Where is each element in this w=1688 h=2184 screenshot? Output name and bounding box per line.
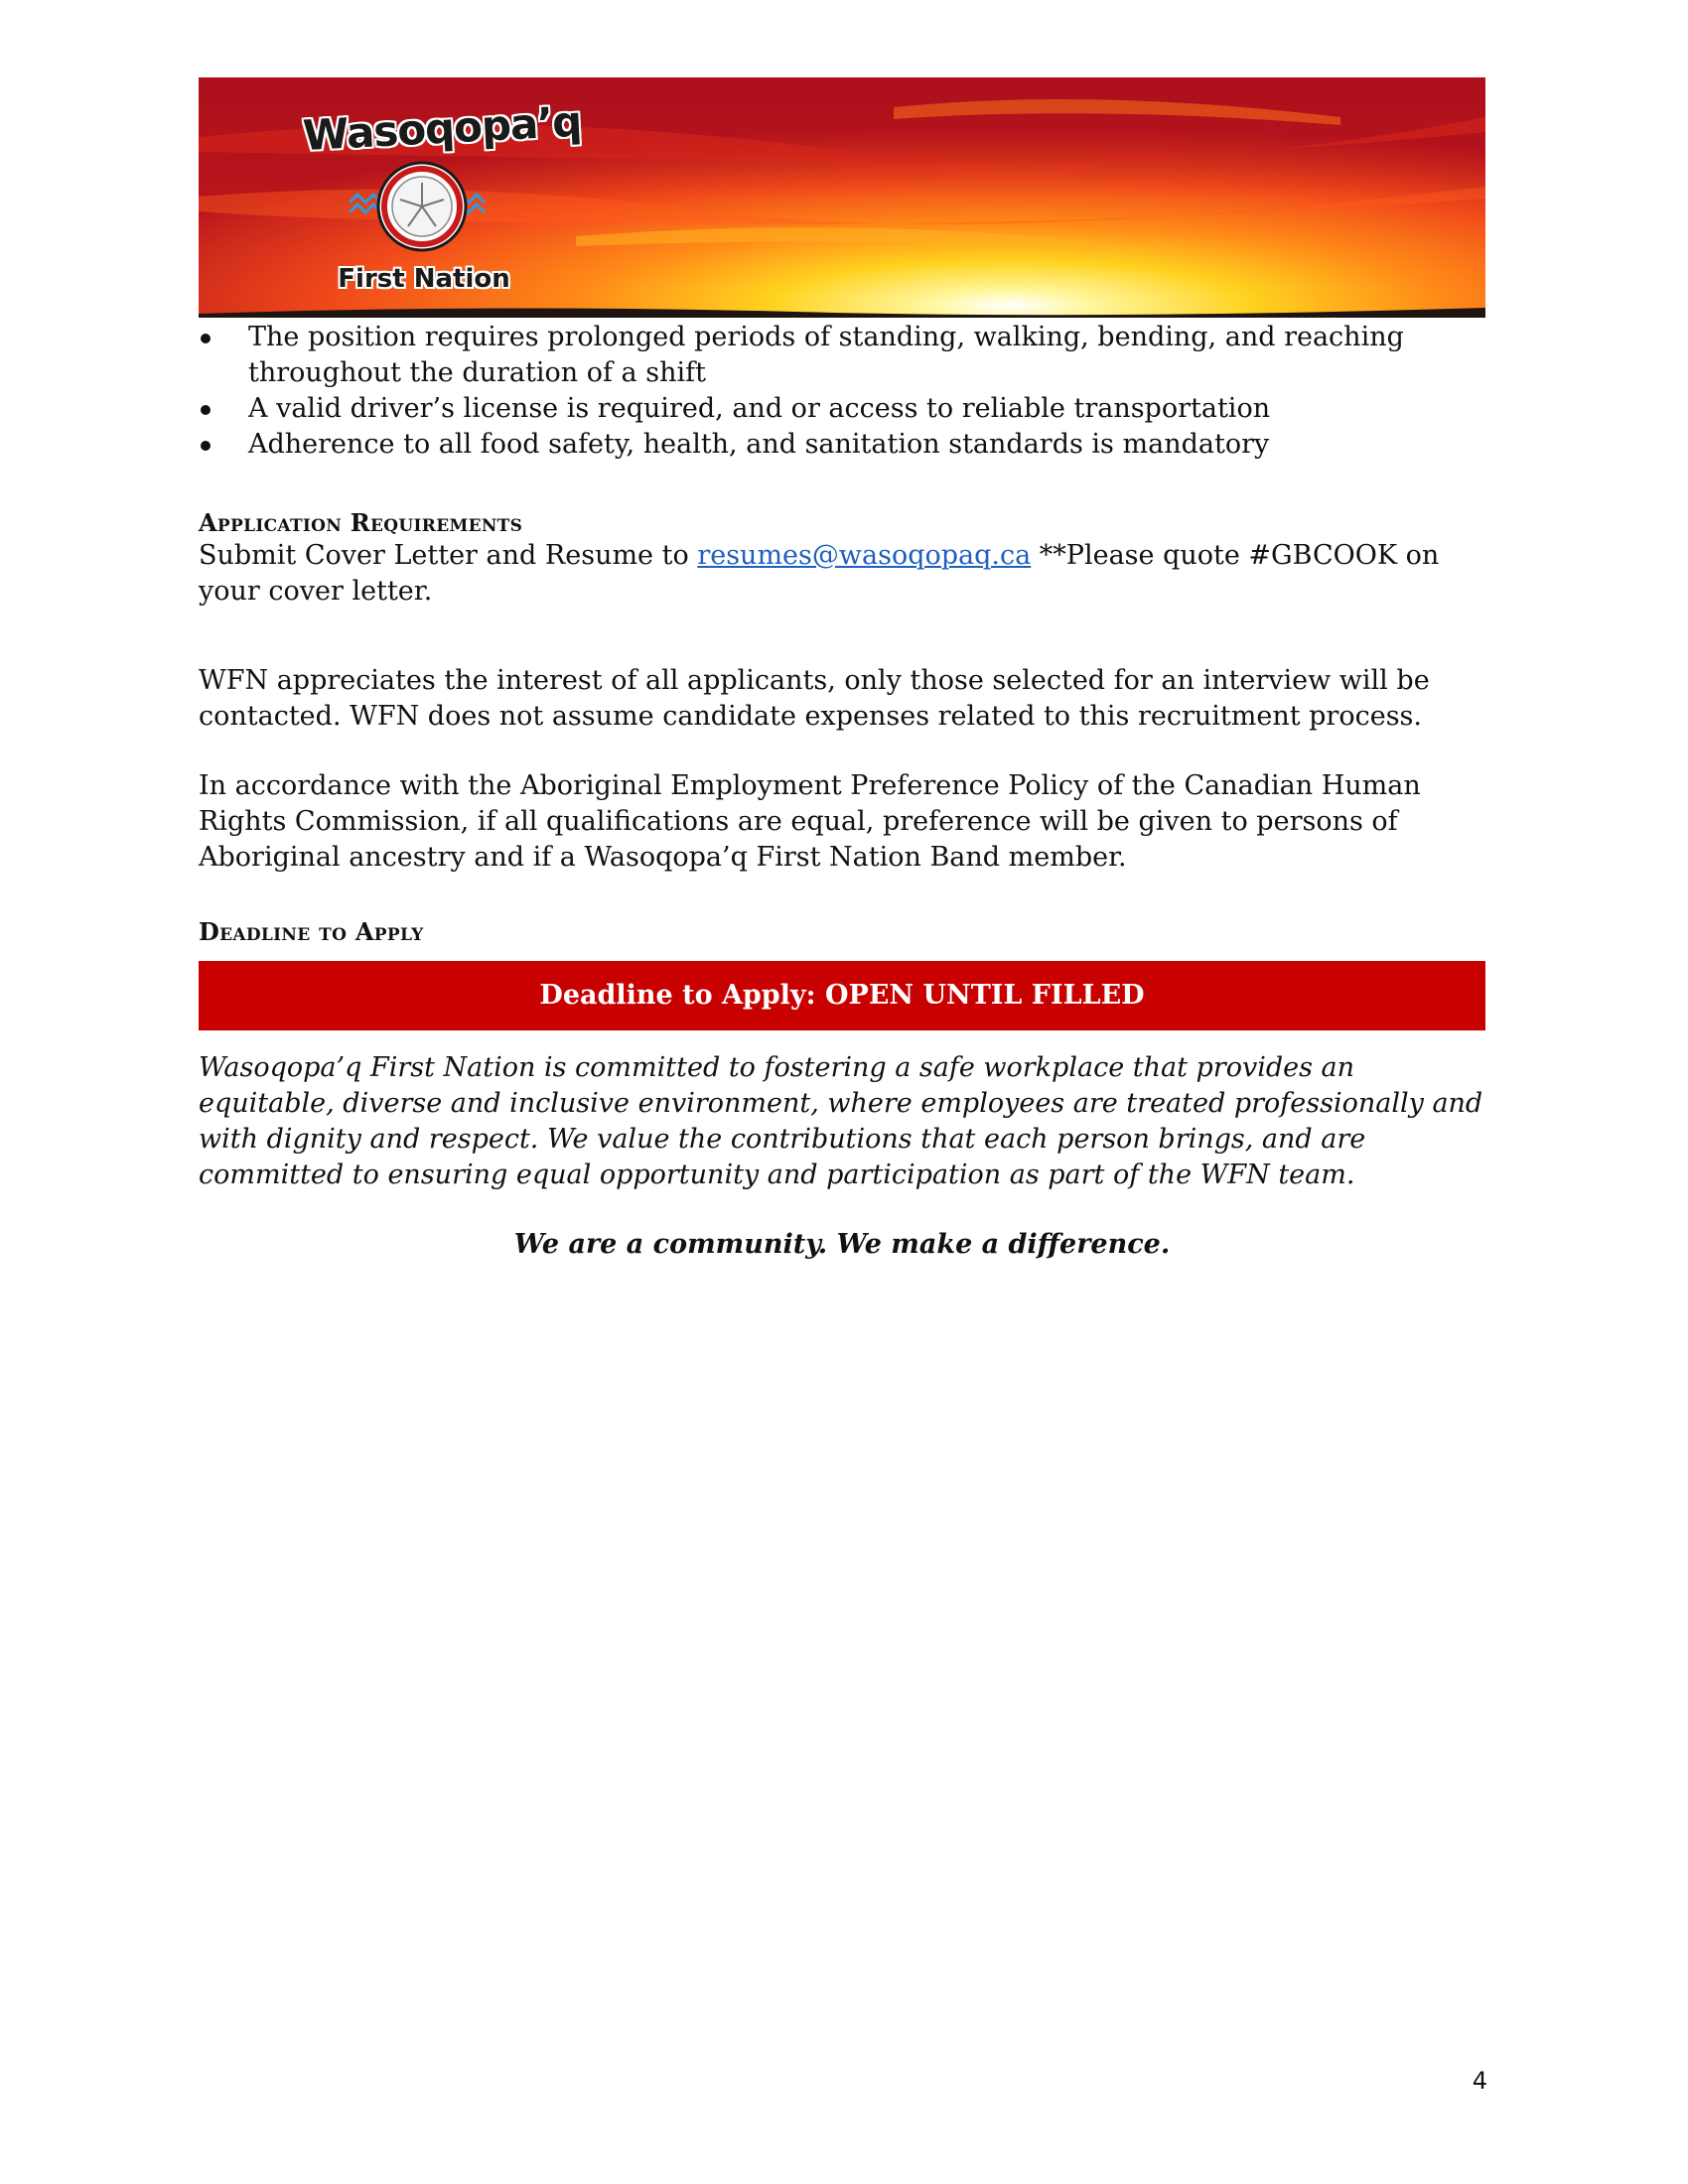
requirements-list: [199, 320, 1485, 463]
commitment-statement: Wasoqopa’q First Nation is committed to fostering a safe workplace that provides an equitable, diverse and inclusive environment, where employees are treated professionally and with dignity and respect. We value the contributions that each person brings, and are committed to ensuring equal opportunity and participation as part of the WFN team.: [199, 1052, 1483, 1190]
email-link[interactable]: resumes@wasoqopaq.ca: [697, 540, 1032, 571]
first-nation-logo: [301, 96, 583, 304]
applicant-interest-paragraph: WFN appreciates the interest of all applicants, only those selected for an interview will be contacted. WFN does not assume candidate expenses related to this recruitment process.: [199, 665, 1430, 732]
list-item: Adherence to all food safety, health, and sanitation standards is mandatory: [199, 427, 1485, 463]
tagline: We are a community. We make a difference.: [513, 1229, 1171, 1260]
employment-preference-paragraph: In accordance with the Aboriginal Employment Preference Policy of the Canadian Human Rights Commission, if all qualifications are equal, preference will be given to persons of Aboriginal ancestry and if a Wasoqopa’q First Nation Band member.: [199, 770, 1421, 873]
deadline-heading: Deadline to Apply: [199, 917, 424, 946]
document-body: [199, 320, 1485, 1263]
application-text-before: Submit Cover Letter and Resume to: [199, 540, 698, 571]
application-text-after: **Please quote #GBCOOK on your cover letter.: [199, 540, 1440, 607]
sand-dollar-emblem-icon: [348, 155, 496, 264]
header-banner: [199, 77, 1485, 318]
application-requirements-heading: Application Requirements: [199, 508, 523, 537]
page-number: 4: [1472, 2067, 1487, 2095]
logo-title: Wasoqopa’q: [301, 96, 583, 161]
logo-subtitle: First Nation: [338, 264, 510, 294]
application-instructions: [199, 538, 1485, 610]
deadline-banner: Deadline to Apply: OPEN UNTIL FILLED: [199, 961, 1485, 1030]
list-item: The position requires prolonged periods of standing, walking, bending, and reaching throughout the duration of a shift: [199, 320, 1485, 391]
list-item: A valid driver’s license is required, and or access to reliable transportation: [199, 391, 1485, 427]
